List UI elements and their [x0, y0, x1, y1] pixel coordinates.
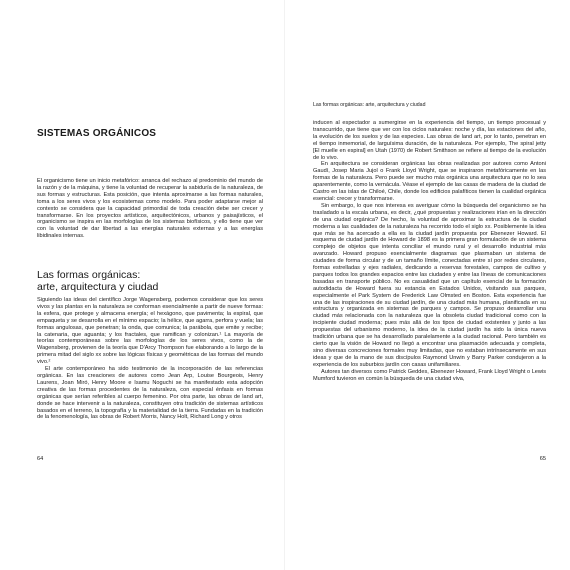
right-paragraph-2: En arquitectura se consideran orgánicas las obras realizadas por autores como Antoni Gaudí, Josep Maria Jujol o Frank Lloyd Wright, que se inspiraron metafóricamente en las formas de la naturaleza. Pero puede ser mucho más orgánica una arquitectura que no lo sea aparentemente, como la vernácula. Véase el ejemplo de las casas de madera de la ciudad de Castro en las islas de Chiloé, Chile, donde los edificios palafíticos tienen la cualidad orgánica esencial: crecer y transformarse.: [313, 161, 546, 202]
right-paragraph-3: Sin embargo, lo que nos interesa es averiguar cómo la búsqueda del organicismo se ha trasladado a la escala urbana, es decir, ¿qué propuestas y realizaciones irían en la dirección de una ciudad orgánica? De hecho, la voluntad de aproximar la estructura de la ciudad moderna a las cualidades de la naturaleza ha recorrido todo el siglo xx. Posiblemente la idea que más se ha acercado a ella es la ciudad jardín propuesta por Ebenezer Howard. El esquema de ciudad jardín de Howard de 1898 es la primera gran formulación de un sistema complejo de objetos que intenta conciliar el mundo rural y el desarrollo industrial más avanzado. Howard propuso esencialmente diagramas que plasmaban un sistema de ciudades de forma circular y de un tamaño límite, conectadas entre sí por redes circulares, formas estrelladas y ejes radiales, dedicando a reservas forestales, campos de cultivo y parques todos los grandes espacios entre las ciudades y entre las líneas de comunicaciones basadas en transporte público. No es casualidad que un capítulo esencial de la formación autodidacta de Howard fuera su estancia en Estados Unidos, visitando sus parques, especialmente el Park System de Frederick Law Olmsted en Boston. Esta experiencia fue una de las inspiraciones de su ciudad jardín, de una ciudad más humana, planificada en su estructura y organizada en sistemas de parques y campos. Se propuso desarrollar una ciudad más relacionada con la naturaleza que la obsoleta ciudad tradicional como con la incipiente ciudad moderna; pues más allá de los tipos de ciudad existentes y junto a las propuestas del urbanismo moderno, la idea de la ciudad jardín ha sido la única nueva tradición urbana que se ha desarrollado paralelamente a la ciudad racional. Pero también es cierto que la visión de Howard no llegó a encontrar una plasmación adecuada y completa, sino diversas concreciones formales muy limitadas, que no estaban intrínsecamente en sus ideas y que de la mano de sus discípulos Raymond Unwin y Barry Parker condujeron a la experiencia de los suburbios jardín con casas unifamiliares.: [313, 202, 546, 368]
right-page: [285, 0, 570, 570]
subheading-line-2: arte, arquitectura y ciudad: [37, 281, 159, 293]
right-paragraph-4: Autores tan diversos como Patrick Geddes, Ebenezer Howard, Frank Lloyd Wright o Lewis Mumford tuvieron en común la búsqueda de una ciudad viva,: [313, 368, 546, 382]
subheading-line-1: Las formas orgánicas:: [37, 269, 141, 281]
page-number-left: 64: [37, 456, 44, 462]
left-paragraph-2: El arte contemporáneo ha sido testimonio de la incorporación de las referencias orgánicas. En las creaciones de autores como Jean Arp, Louise Bourgeois, Henry Laurens, Joan Miró, Henry Moore e Isamu Noguchi se ha manifestado esta adopción creativa de las formas procedentes de la naturaleza, con especial énfasis en formas orgánicas que serían referibles al cuerpo femenino. Por otra parte, las obras de land art, donde se hace intervenir a la naturaleza, constituyen otra tradición de sistemas artísticos basados en el terreno, la topografía y la materialidad de la tierra. Fundadas en la tradición de la fenomenología, las obras de Robert Morris, Nancy Holt, Richard Long y otros: [37, 366, 263, 421]
intro-paragraph: El organicismo tiene un inicio metafórico: arranca del rechazo al predominio del mundo de la razón y de la máquina, y tiene la voluntad de recuperar la sabiduría de la naturaleza, de sus formas y estructuras. Esta posición, que intenta aproximarse a las formas naturales, toma a los seres vivos y los ecosistemas como modelo. Para poder adaptarse mejor al contexto se considera que la capacidad primordial de toda creación debe ser crecer y transformarse. En los proyectos artísticos, arquitectónicos, urbanos y paisajísticos, el organicismo se inspira en las morfologías de los sistemas biofísicos, y ello tiene que ver con la voluntad de dar libertad a las energías naturales externas y a las energías libidinales internas.: [37, 178, 263, 240]
section-title: SISTEMAS ORGÁNICOS: [37, 128, 157, 139]
left-body-text: [37, 297, 263, 421]
subheading: [37, 269, 267, 293]
running-head: Las formas orgánicas: arte, arquitectura y ciudad: [313, 102, 426, 108]
right-body-text: [313, 120, 546, 382]
right-paragraph-1: inducen al espectador a sumergirse en la experiencia del tiempo, un tiempo procesual y transcurrido, que tiene que ver con los ciclos naturales: noche y día, las estaciones del año, la evolución de los suelos y de las especies. Las obras de land art, por lo tanto, penetran en el tiempo inmemorial, de larguísima duración, de la naturaleza. Por ejemplo, The spiral jetty [El muelle en espiral] en Utah (1970) de Robert Smithson se refiere al tiempo de la evolución de lo vivo.: [313, 120, 546, 161]
left-paragraph-1: Siguiendo las ideas del científico Jorge Wagensberg, podemos considerar que los seres vivos y las plantas en la naturaleza se conforman esencialmente a partir de nueve formas: la esfera, que protege y almacena energía; el hexágono, que pavimenta; la espiral, que empaqueta y se desarrolla en el mínimo espacio; la hélice, que agarra, perfora y vuela; las formas angulosas, que penetran; la onda, que comunica; la parábola, que emite y recibe; la catenaria, que aguanta; y los fractales, que ramifican y colonizan.¹ La mayoría de teorías contemporáneas sobre las morfologías de los seres vivos, como la de Wagensberg, provienen de la teoría que D'Arcy Thompson fue elaborando a lo largo de la primera mitad del siglo xx sobre las lógicas físicas y geométricas de las formas del mundo vivo.²: [37, 297, 263, 366]
page-number-right: 65: [539, 456, 546, 462]
